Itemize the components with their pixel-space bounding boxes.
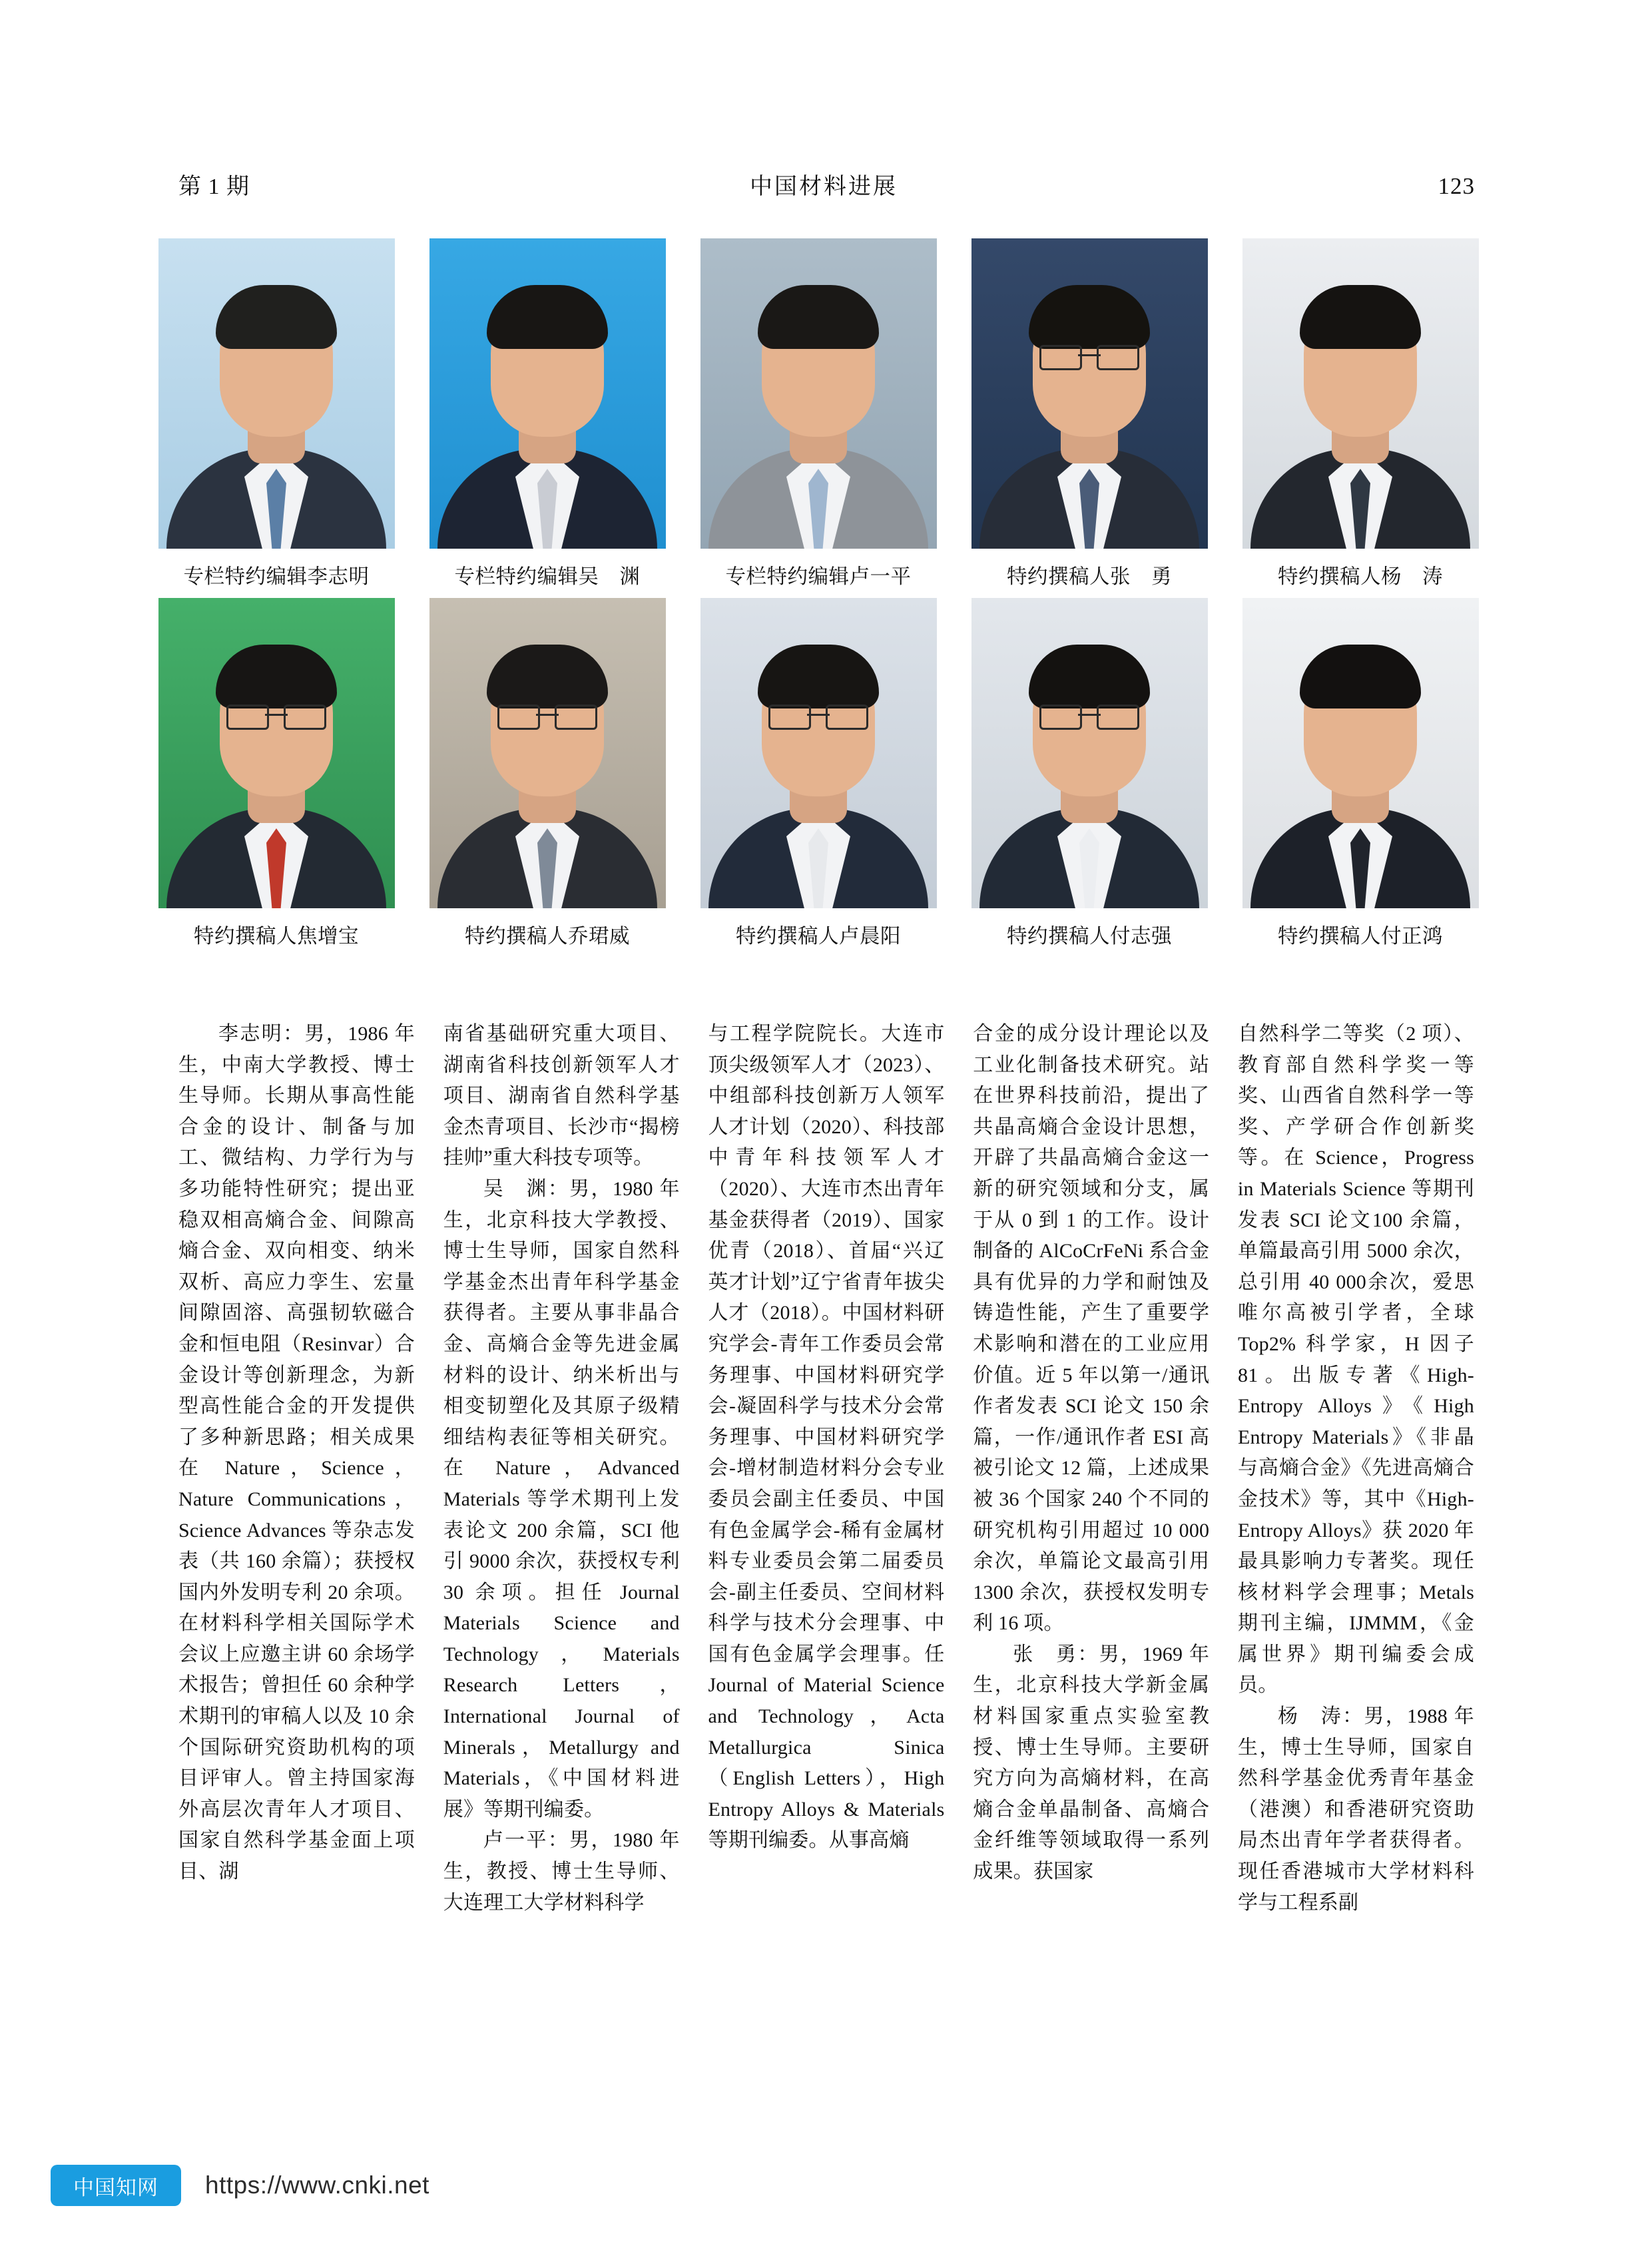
portrait-row-2 [149, 598, 1488, 949]
portrait-caption: 专栏特约编辑卢一平 [725, 565, 912, 588]
portrait-row-1 [149, 238, 1488, 589]
paragraph: 南省基础研究重大项目、湖南省科技创新领军人才项目、湖南省自然科学基金杰青项目、长沙市“揭榜挂帅”重大科技专项等。 [443, 1023, 680, 1169]
glasses-icon [226, 704, 326, 727]
portrait-cell [962, 598, 1217, 949]
portrait-photo [429, 238, 666, 549]
paragraph: 杨 涛：男，1988 年生，博士生导师，国家自然科学基金优秀青年基金（港澳）和香港研究资助局杰出青年学者获得者。现任香港城市大学材料科学与工程系副 [1238, 1705, 1474, 1914]
portrait-caption: 特约撰稿人卢晨阳 [736, 925, 901, 948]
portrait-caption: 特约撰稿人付正鸿 [1278, 925, 1443, 948]
portrait-photo [429, 598, 666, 908]
glasses-icon [1039, 345, 1139, 368]
paragraph: 自然科学二等奖（2 项）、教育部自然科学奖一等奖、山西省自然科学一等奖、产学研合作创新奖 等。在 Science，Progress in Materials Science 等期刊发表 SCI 论文100 余篇，单篇最高引用 5000 余次，总引用 40 000余次，爱思唯尔高被引学者，全球 Top2% 科学家，H 因子 81。出版专著《High-Entropy Alloys》《High Entropy Materials》《非晶与高熵合金》《先进高熵合金技术》等，其中《High-Entropy Alloys》获 2020 年最具影响力专著奖。现任核材料学会理事；Metals 期刊主编，IJMMM，《金属世界》期刊编委会成员。 [1238, 1023, 1495, 1697]
portrait-photo [971, 598, 1208, 908]
paragraph: 张 勇：男，1969 年生，北京科技大学新金属材料国家重点实验室教授、博士生导师。主要研究方向为高熵材料，在高熵合金单晶制备、高熵合金纤维等领域取得一系列成果。获国家 [973, 1643, 1210, 1883]
journal-title: 中国材料进展 [750, 174, 898, 199]
portrait-cell [962, 238, 1217, 589]
portrait-caption: 特约撰稿人焦增宝 [194, 925, 359, 948]
portrait-caption: 特约撰稿人付志强 [1007, 925, 1172, 948]
portrait-photo [971, 238, 1208, 549]
portrait-photo [700, 598, 937, 908]
portrait-caption: 专栏特约编辑吴 渊 [454, 565, 641, 588]
paragraph: 与工程学院院长。大连市顶尖级领军人才（2023）、中组部科技创新万人领军人才计划（2020）、科技部中青年科技领军人才（2020）、大连市杰出青年基金获得者（2019）、国家优青（2018）、首届“兴辽英才计划”辽宁省青年拔尖人才（2018）。中国材料研究学会-青年工作委员会常务理事、中国材料研究学会-凝固科学与技术分会常务理事、中国材料研究学会-增材制造材料分会专业委员会副主任委员、中国有色金属学会-稀有金属材料专业委员会第二届委员会-副主任委员、空间材料科学与技术分会理事、中国有色金属学会理事。任 Journal of Material Science and Technology，Acta Metallurgica Sinica（English Letters），High Entropy Alloys & Materials 等期刊编委。从事高熵 [708, 1023, 945, 1852]
paragraph: 卢一平：男，1980 年生，教授、博士生导师、大连理工大学材料科学 [443, 1829, 680, 1914]
issue-label: 第 1 期 [178, 174, 250, 199]
portrait-photo [1242, 238, 1479, 549]
portrait-cell [420, 238, 675, 589]
text-column-2 [443, 1019, 680, 1918]
portrait-cell [691, 598, 946, 949]
text-column-1 [178, 1019, 415, 1918]
portrait-cell [1233, 238, 1488, 589]
text-column-3 [708, 1019, 945, 1918]
portrait-cell [149, 598, 404, 949]
cnki-url: https://www.cnki.net [205, 2171, 429, 2199]
portrait-cell [149, 238, 404, 589]
paragraph: 合金的成分设计理论以及工业化制备技术研究。站在世界科技前沿，提出了共晶高熵合金设计思想，开辟了共晶高熵合金这一新的研究领域和分支，属于从 0 到 1 的工作。设计制备的 AlCoCrFeNi 系合金具有优异的力学和耐蚀及铸造性能，产生了重要学术影响和潜在的工业应用价值。近 5 年以第一/通讯作者发表 SCI 论文 150 余篇，一作/通讯作者 ESI 高被引论文 12 篇，上述成果被 36 个国家 240 个不同的研究机构引用超过 10 000 余次，单篇论文最高引用 1300 余次，获授权发明专利 16 项。 [973, 1023, 1210, 1635]
paragraph: 吴 渊：男，1980 年生，北京科技大学教授、博士生导师，国家自然科学基金杰出青年科学基金获得者。主要从事非晶合金、高熵合金等先进金属材料的设计、纳米析出与相变韧塑化及其原子级精细结构表征等相关研究。在 Nature，Advanced Materials 等学术期刊上发表论文 200 余篇，SCI 他引 9000 余次，获授权专利 30 余项。担任 Journal Materials Science and Technology，Materials Research Letters，International Journal of Minerals，Metallurgy and Materials，《中国材料进展》等期刊编委。 [443, 1177, 680, 1821]
glasses-icon [768, 704, 868, 727]
portrait-grid [149, 238, 1488, 949]
page-number: 123 [1438, 173, 1475, 199]
portrait-caption: 特约撰稿人张 勇 [1007, 565, 1172, 588]
text-column-5 [1238, 1019, 1495, 1918]
portrait-photo [700, 238, 937, 549]
portrait-caption: 特约撰稿人杨 涛 [1278, 565, 1443, 588]
body-columns [178, 1019, 1495, 1918]
portrait-cell [1233, 598, 1488, 949]
portrait-cell [691, 238, 946, 589]
portrait-photo [158, 598, 395, 908]
page-header [178, 168, 1475, 200]
portrait-caption: 专栏特约编辑李志明 [183, 565, 370, 588]
text-column-4 [973, 1019, 1209, 1918]
portrait-caption: 特约撰稿人乔珺威 [465, 925, 630, 948]
cnki-logo: 中国知网 [51, 2165, 181, 2206]
portrait-photo [1242, 598, 1479, 908]
glasses-icon [1039, 704, 1139, 727]
cnki-watermark [51, 2165, 429, 2206]
glasses-icon [497, 704, 597, 727]
portrait-cell [420, 598, 675, 949]
paragraph: 李志明：男，1986 年生，中南大学教授、博士生导师。长期从事高性能合金的设计、制备与加工、微结构、力学行为与多功能特性研究；提出亚稳双相高熵合金、间隙高熵合金、双向相变、纳米双析、高应力孪生、宏量间隙固溶、高强韧软磁合金和恒电阻（Resinvar）合金设计等创新理念，为新型高性能合金的开发提供了多种新思路；相关成果在 Nature，Science，Nature Communications，Science Advances 等杂志发表（共 160 余篇）；获授权国内外发明专利 20 余项。在材料科学相关国际学术会议上应邀主讲 60 余场学术报告；曾担任 60 余种学术期刊的审稿人以及 10 余个国际研究资助机构的项目评审人。曾主持国家海外高层次青年人才项目、国家自然科学基金面上项目、湖 [178, 1023, 415, 1883]
portrait-photo [158, 238, 395, 549]
